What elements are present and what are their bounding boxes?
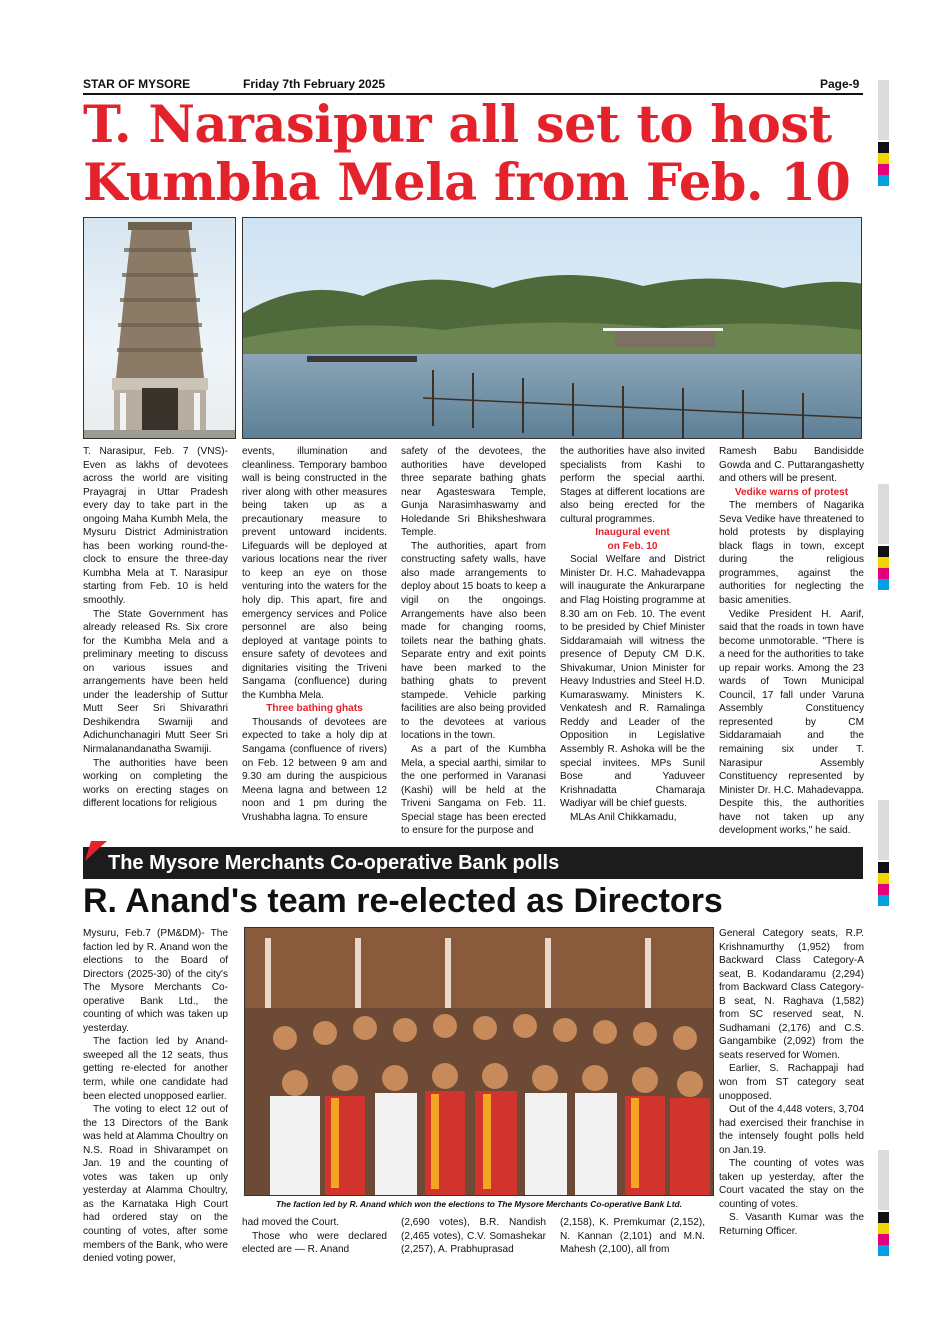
main-headline [83,96,868,212]
story2-paragraph: General Category seats, R.P. Krishnamurthy (1,952) from Backward Class Category-A seat, B. Kodandaramu (2,294) from Backward Class Category-B seat, N. Raghava (1,582) from SC reserved seat, N. Sudhamani (2,176) and C.S. Gangambike (2,092) from the seats reserved for Women. [719,928,864,1061]
story2-paragraph: S. Vasanth Kumar was the Returning Officer. [719,1212,864,1238]
main-headline-line2: Kumbha Mela from Feb. 10 [83,153,851,213]
subhead-inaugural-date: on Feb. 10 [607,540,658,552]
temple-photo [83,217,236,439]
story2-paragraph: Out of the 4,448 voters, 3,704 had exercised their franchise in the intensely fought polls held on Jan.19. [719,1104,864,1156]
cmyk-registration-mark [878,862,889,906]
river-sangama-photo [242,217,862,439]
story1-paragraph: The members of Nagarika Seva Vedike have threatened to hold protests by displaying black flags in town, except during the religious programmes, against the authorities for neglecting the basic amenities. [719,500,864,607]
story1-paragraph: Ramesh Babu Bandisidde Gowda and C. Puttarangashetty and others will be present. [719,446,864,485]
story2-column-1 [83,927,228,1266]
story1-column-1 [83,445,228,811]
story1-paragraph: Thousands of devotees are expected to take a holy dip at Sangama (confluence of rivers) on Feb. 12 between 9 am and 9.30 am during the auspicious Meena lagna and between 12 noon and 1 pm during the Vrushabha lagna. To ensure [242,716,387,823]
cmyk-registration-mark [878,546,889,590]
print-grey-bar [878,800,889,860]
issue-date: Friday 7th February 2025 [243,77,386,91]
story1-column-2 [242,445,387,824]
red-corner-flag-icon [85,841,107,861]
subhead-vedike-protest: Vedike warns of protest [734,486,849,498]
story1-paragraph: MLAs Anil Chikkamadu, [570,811,677,823]
story2-paragraph: (2,690 votes), B.R. Nandish (2,465 votes), C.V. Somashekar (2,257), A. Prabhuprasad [401,1217,546,1256]
print-grey-bar [878,80,889,140]
story1-column-4 [560,445,705,824]
story1-paragraph: As a part of the Kumbha Mela, a special aarthi, similar to the one performed in Varanasi (Kashi) will be held at the Triveni Sangama on Feb. 11. Special stage has been erected to ensure for the purpose and [401,744,546,837]
story1-paragraph: The State Government has already released Rs. Six crore for the Kumbha Mela and a preliminary meeting to discuss on various issues and arrangements have been held under the leadership of Suttur Mutt Seer Sri Shivarathri Deshikendra Swamiji and Adichunchanagiri Mutt Seer Sri Nirmalanandanatha Swamiji. [83,608,228,756]
story2-paragraph: The voting to elect 12 out of the 13 Directors of the Bank was held at Alamma Choultry on N.S. Road in Shivarampet on Jan. 19 and the counting of votes was taken up only yesterday at Alamma Choultry, as the Karnataka High Court had ordered stay on the counting of votes, after some members of the Bank, who were denied voting power, [83,1104,228,1265]
kicker-text: The Mysore Merchants Co-operative Bank polls [108,852,560,874]
story2-paragraph: had moved the Court. [242,1217,340,1228]
story1-paragraph: events, illumination and cleanliness. Temporary bamboo wall is being constructed in the river along with other measures being taken up as a precautionary measure to prevent untoward incidents. Lifeguards will be deployed at various locations near the river to keep an eye on those venturing into the waters for the holy dip. This apart, fire and emergency services and Police personnel are also being deployed at vantage points to ensure safety of devotees and dignitaries visiting the Triveni Sangama (confluence) during the Kumbha Mela. [242,446,387,701]
group-photo-illustration [245,928,714,1196]
story2-paragraph: (2,158), K. Premkumar (2,152), N. Kannan (2,101) and M.N. Mahesh (2,100), all from [560,1217,705,1256]
main-headline-line1: T. Narasipur all set to host [83,95,832,155]
bank-directors-group-photo [244,927,714,1196]
story1-paragraph: safety of the devotees, the authorities have developed three separate bathing ghats near Agasteswara Temple, Gunja Narasimhaswamy and Holedande Sri Bhiksheshwara Temple. [401,446,546,539]
print-grey-bar [878,1150,889,1210]
story1-paragraph: the authorities have also invited specialists from Kashi to perform the special aarthi. Stages at different locations are also being erected for the cultural programmes. [560,446,705,525]
story2-paragraph: Earlier, S. Rachappaji had won from ST category seat unopposed. [719,1063,864,1102]
story1-paragraph: Vedike President H. Aarif, said that the roads in town have become unmotorable. "There is a need for the authorities to take up repair works. Among the 23 wards of Town Municipal Council, 17 fall under Varuna Assembly Constituency represented by CM Siddaramaiah and the remaining six under T. Narasipur Assembly Constituency represented by Minister Dr. H.C. Mahadevappa. Despite this, the authorities have not taken up any development works," he said. [719,608,864,837]
story1-paragraph: T. Narasipur, Feb. 7 (VNS)- Even as lakhs of devotees across the world are visiting Prayagraj in Uttar Pradesh every day to take part in the ongoing Maha Kumbh Mela, the Mysuru District Administration has been working round-the-clock to ensure the three-day Kumbha Mela at T. Narasipur starting from Feb. 10 is held smoothly. [83,446,228,607]
story1-paragraph: The authorities, apart from constructing safety walls, have also made arrangements to deploy about 15 boats to keep a vigil on the ongoings. Arrangements have also been made for changing rooms, toilets near the bathing ghats. Separate entry and exit points have been marked to the bathing ghats to prevent stampede. Vehicle parking facilities are also being provided to the devotees at various locations in the town. [401,540,546,742]
subhead-bathing-ghats: Three bathing ghats [266,703,363,715]
story2-column-5 [719,927,864,1239]
story2-column-2 [242,1216,387,1257]
story1-paragraph: Social Welfare and District Minister Dr. H.C. Mahadevappa will inaugurate the Ankurarpane and Flag Hoisting programme at 8.30 am on Feb. 10. The event to be presided by Chief Minister Siddaramaiah will witness the presence of Deputy CM D.K. Shivakumar, Union Minister for Heavy Industries and Steel H.D. Kumaraswamy. Ministers K. Venkatesh and R. Ramalinga Reddy and Leader of the Opposition in Legislative Assembly R. Ashoka will be the special invitees. MPs Sunil Bose and Yaduveer Krishnadatta Chamaraja Wadiyar will be chief guests. [560,554,705,810]
story2-column-3 [401,1216,546,1257]
story1-paragraph: The authorities have been working on completing the works on erecting stages on different locations for religious [83,757,228,810]
bank-poll-headline: R. Anand's team re-elected as Directors [83,882,723,920]
cmyk-registration-mark [878,142,889,186]
story2-paragraph: Those who were declared elected are — R. Anand [242,1230,387,1256]
story2-paragraph: The faction led by Anand- sweeped all the 12 seats, thus getting re-elected for another term, while one candidate had been elected unopposed earlier. [83,1036,228,1102]
temple-gopura-illustration [84,218,236,439]
print-grey-bar [878,484,889,544]
story1-column-3 [401,445,546,838]
story1-column-5 [719,445,864,838]
story2-paragraph: Mysuru, Feb.7 (PM&DM)- The faction led by R. Anand won the elections to the Board of Directors (2025-30) of the city's The Mysore Merchants Co-operative Bank Ltd., the counting of which was taken up yesterday. [83,928,228,1034]
river-illustration [243,218,862,439]
page-number: Page-9 [820,77,860,91]
story2-column-4 [560,1216,705,1257]
subhead-inaugural-event: Inaugural event [595,527,670,539]
cmyk-registration-mark [878,1212,889,1256]
publication-name: STAR OF MYSORE [83,77,191,91]
photo-caption: The faction led by R. Anand which won the elections to The Mysore Merchants Co-operative Bank Ltd. [276,1199,682,1209]
story2-paragraph: The counting of votes was taken up yesterday, after the Court vacated the stay on the counting of votes. [719,1158,864,1210]
